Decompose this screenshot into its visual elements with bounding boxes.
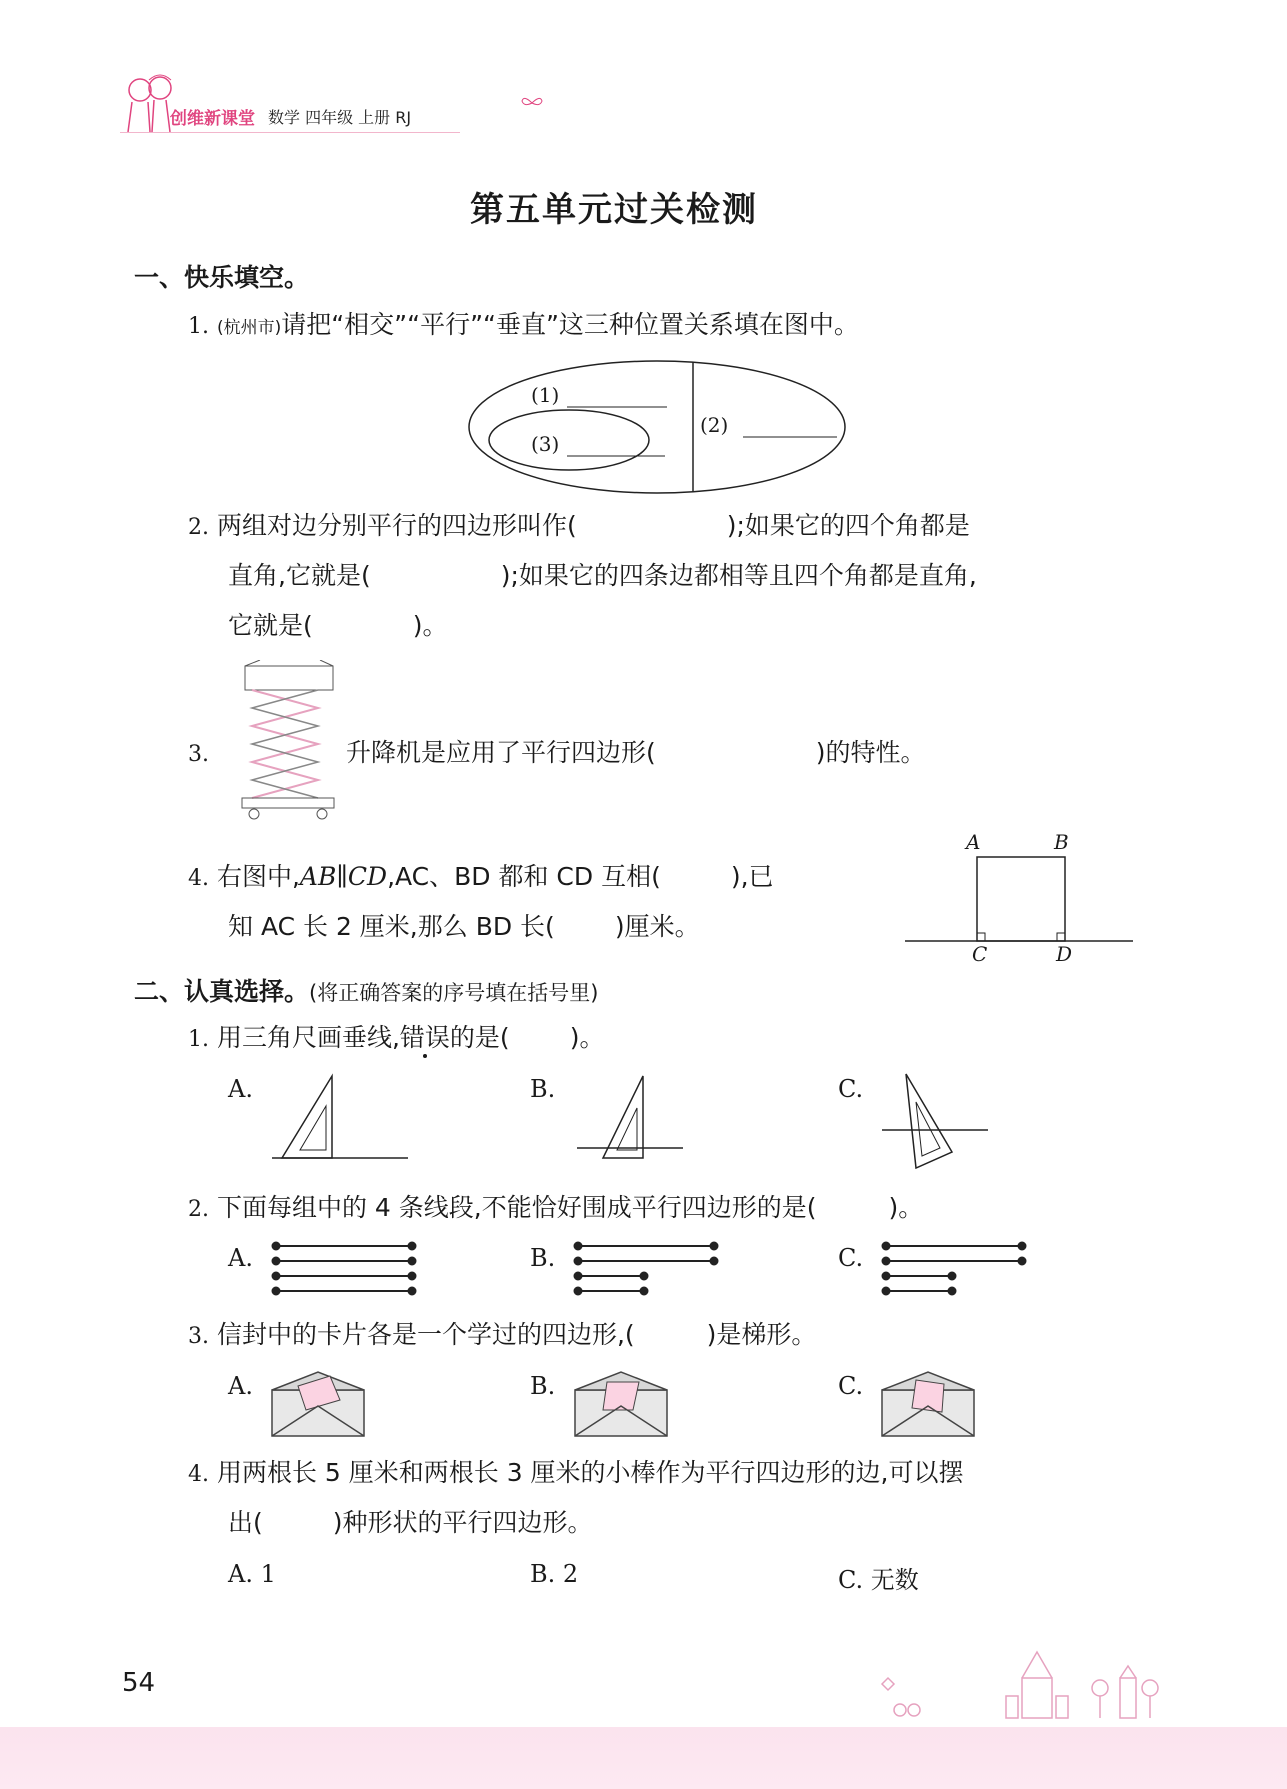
q-number: 4. [188, 866, 209, 891]
s2-q1-option-b[interactable]: B. [530, 1075, 556, 1103]
q-text: 它就是( [228, 611, 313, 640]
q-text: )。 [888, 1193, 924, 1222]
castle-decoration-icon [880, 1648, 1160, 1720]
envelope-c-icon [880, 1370, 976, 1438]
s2-q3-option-c[interactable]: C. [838, 1372, 864, 1400]
q-text: );如果它的四个角都是 [726, 511, 970, 540]
s1-q1 [188, 300, 859, 353]
emphasis-text: 错误 [399, 1023, 450, 1052]
butterfly-icon [520, 95, 544, 111]
q-text: 用三角尺画垂线, [216, 1023, 400, 1052]
q-text: 右图中, [216, 862, 300, 891]
s2-q3 [188, 1310, 816, 1362]
q-number: 2. [188, 1197, 209, 1222]
header [120, 70, 520, 150]
s1-q4-line1 [188, 852, 774, 904]
s2-q2-option-b[interactable]: B. [530, 1244, 556, 1272]
book-info: 数学 四年级 上册 RJ [268, 108, 412, 127]
q-text: 请把“相交”“平行”“垂直”这三种位置关系填在图中。 [281, 310, 859, 339]
q-number: 1. [188, 314, 209, 339]
s1-q2-line1 [188, 501, 970, 553]
s2-q4-option-a[interactable]: A. 1 [228, 1560, 276, 1588]
venn-label-2: (2) [700, 413, 729, 437]
section2-heading [134, 972, 598, 1008]
s2-q4-option-c[interactable]: C. 无数 [838, 1566, 919, 1594]
point-c: C [972, 942, 988, 966]
s2-q1-option-a[interactable]: A. [228, 1075, 253, 1103]
q-number: 3. [188, 742, 209, 767]
section1-heading: 一、快乐填空。 [134, 263, 310, 292]
q-text: 出( [228, 1508, 263, 1537]
q-number: 2. [188, 515, 209, 540]
s1-q2-line3 [228, 601, 448, 651]
s1-q3-number [188, 728, 209, 780]
q-text: 升降机是应用了平行四边形( [346, 738, 656, 767]
page-title: 第五单元过关检测 [470, 190, 758, 230]
q-text: 两组对边分别平行的四边形叫作( [216, 511, 577, 540]
envelope-a-icon [270, 1370, 366, 1438]
s2-q2 [188, 1183, 923, 1235]
q-text: 下面每组中的 4 条线段,不能恰好围成平行四边形的是( [216, 1193, 817, 1222]
q-text: );如果它的四条边都相等且四个角都是直角, [500, 561, 977, 590]
q-text: )是梯形。 [706, 1320, 817, 1349]
point-a: A [966, 830, 981, 854]
segments-a [270, 1240, 420, 1300]
venn-label-1: (1) [531, 383, 560, 407]
q-text: )种形状的平行四边形。 [332, 1508, 593, 1537]
venn-label-3: (3) [531, 432, 560, 456]
point-b: B [1054, 830, 1069, 854]
q-source: (杭州市) [216, 318, 282, 338]
section-title: 二、认真选择。 [134, 977, 310, 1006]
q-text: ,AC、BD 都和 CD 互相( [387, 862, 661, 891]
q-number: 3. [188, 1324, 209, 1349]
triangle-ruler-a [270, 1072, 410, 1162]
triangle-ruler-b [575, 1072, 685, 1162]
section-note: (将正确答案的序号填在括号里) [309, 981, 599, 1005]
s2-q2-option-c[interactable]: C. [838, 1244, 864, 1272]
s2-q4-option-b[interactable]: B. 2 [530, 1560, 579, 1588]
s2-q2-option-a[interactable]: A. [228, 1244, 253, 1272]
brand-name: 创维新课堂 [170, 109, 255, 129]
q-text: 信封中的卡片各是一个学过的四边形,( [216, 1320, 635, 1349]
q-text: )的特性。 [815, 738, 926, 767]
q-text: 直角,它就是( [228, 561, 371, 590]
q-math: AB∥CD [299, 862, 388, 891]
q-text: ),已 [730, 862, 774, 891]
footer-band [0, 1727, 1287, 1789]
envelope-b-icon [573, 1370, 669, 1438]
q-text: )。 [412, 611, 448, 640]
venn-diagram [465, 358, 850, 496]
triangle-ruler-c [880, 1072, 990, 1172]
rectangle-figure [905, 855, 1135, 945]
s1-q3 [346, 728, 926, 778]
scissor-lift-icon [240, 660, 340, 825]
s2-q1-option-c[interactable]: C. [838, 1075, 864, 1103]
q-text: 知 AC 长 2 厘米,那么 BD 长( [228, 912, 555, 941]
segments-c [880, 1240, 1030, 1300]
q-text: 用两根长 5 厘米和两根长 3 厘米的小棒作为平行四边形的边,可以摆 [216, 1458, 964, 1487]
segments-b [572, 1240, 722, 1300]
q-number: 1. [188, 1027, 209, 1052]
s2-q1 [188, 1013, 604, 1065]
s2-q4-line1 [188, 1448, 964, 1500]
q-text: )。 [569, 1023, 605, 1052]
q-number: 4. [188, 1462, 209, 1487]
s2-q4-line2 [228, 1498, 593, 1548]
q-text: )厘米。 [614, 912, 700, 941]
header-rule [120, 132, 460, 133]
q-text: 的是( [449, 1023, 510, 1052]
s2-q3-option-b[interactable]: B. [530, 1372, 556, 1400]
point-d: D [1056, 942, 1073, 966]
page-number: 54 [122, 1668, 156, 1698]
s1-q4-line2 [228, 902, 700, 952]
s1-q2-line2 [228, 551, 977, 601]
s2-q3-option-a[interactable]: A. [228, 1372, 253, 1400]
